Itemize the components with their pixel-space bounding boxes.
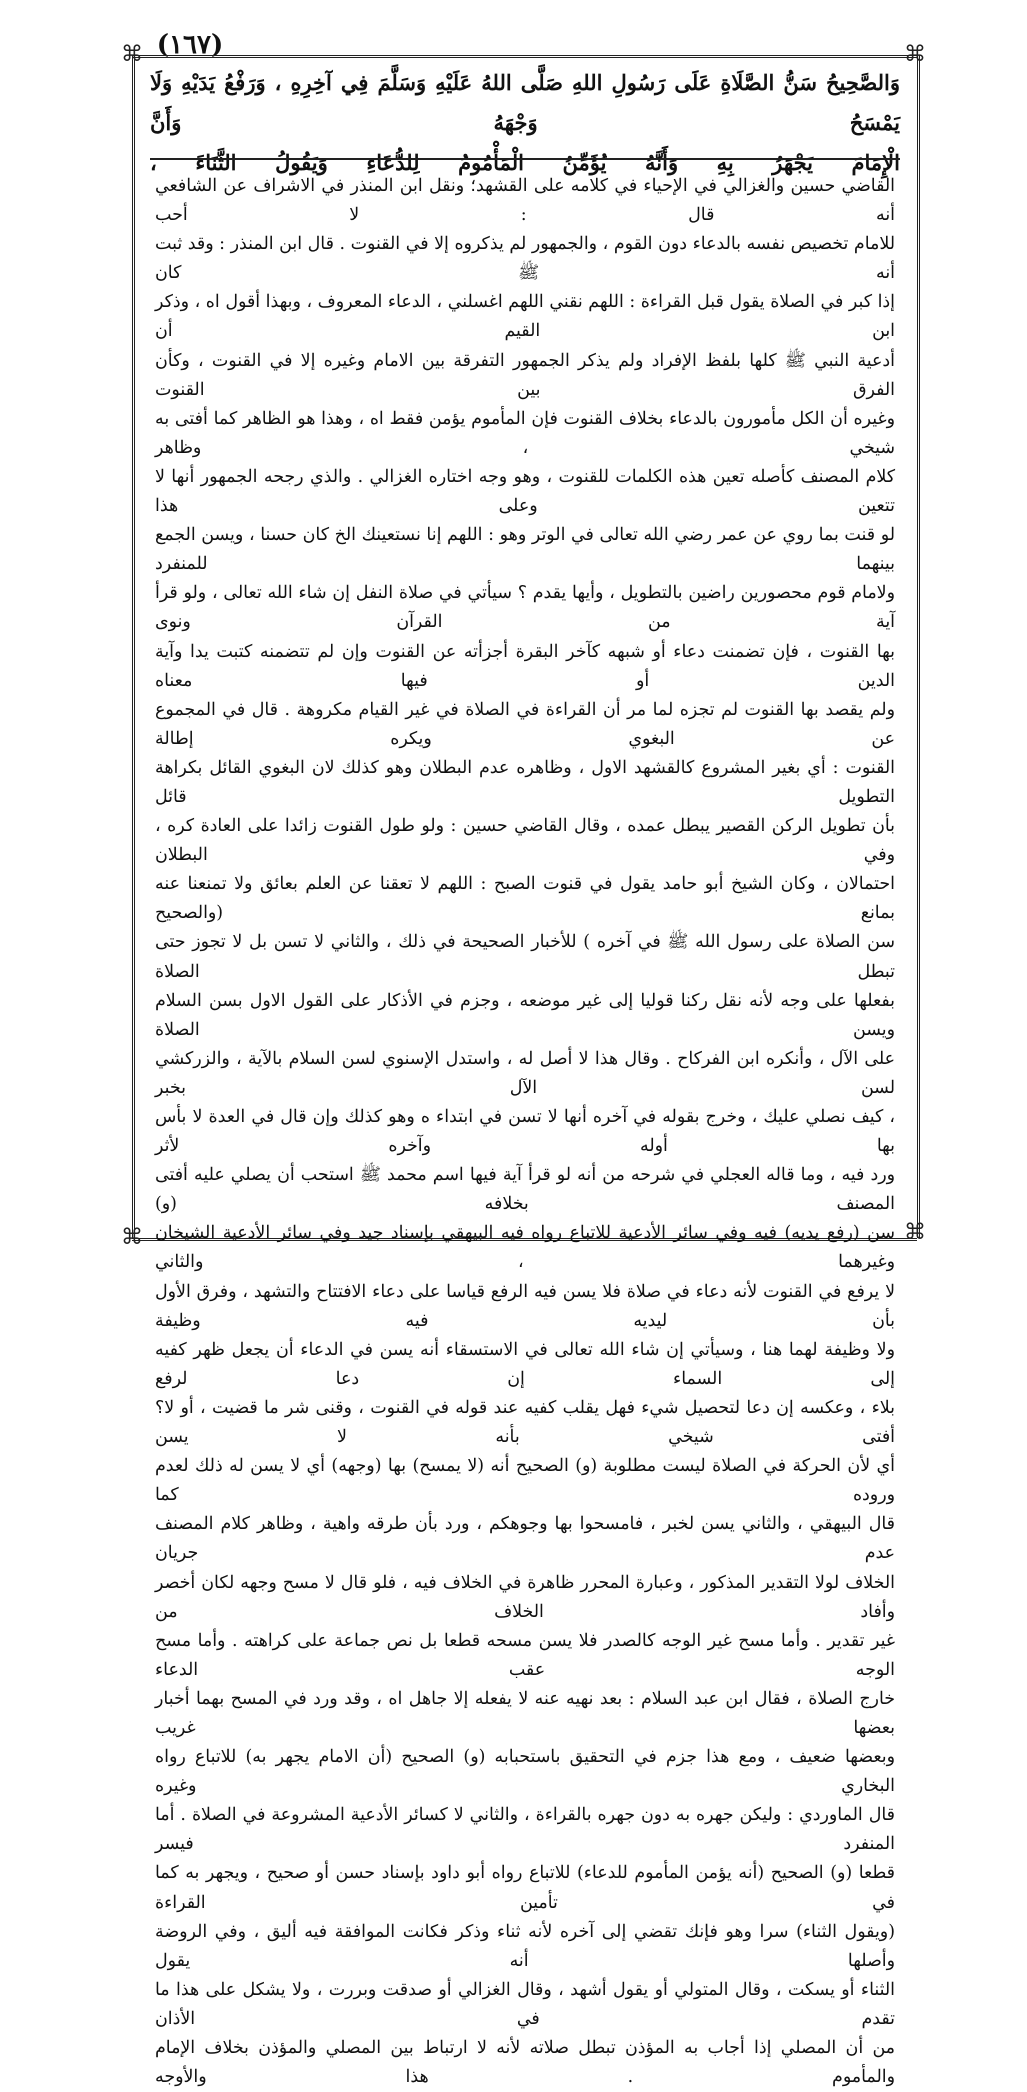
corner-ornament-icon: ⌘ bbox=[121, 42, 143, 67]
commentary-line: لا يرفع في القنوت لأنه دعاء في صلاة فلا يسن فيه الرفع قياسا على دعاء الافتتاح والتشهد ، وفرق الأول بأن ليديه فيه وظيفة bbox=[155, 1281, 895, 1331]
commentary-line: ولامام قوم محصورين راضين بالتطويل ، وأيها يقدم ؟ سيأتي في صلاة النفل إن شاء الله تعالى ، ولو قرأ آية من القرآن ونوى bbox=[155, 583, 895, 633]
commentary-line: قال البيهقي ، والثاني يسن لخبر ، فامسحوا بها وجوهكم ، ورد بأن طرقه واهية ، وظاهر كلام المصنف عدم جريان bbox=[155, 1514, 895, 1564]
commentary-line: بلاء ، وعكسه إن دعا لتحصيل شيء فهل يقلب كفيه عند قوله في القنوت ، وقنى شر ما قضيت ، أو لا؟ أفتى شيخي بأنه لا يسن bbox=[155, 1397, 895, 1448]
commentary-text bbox=[155, 172, 895, 2092]
commentary-line: وبعضها ضعيف ، ومع هذا جزم في التحقيق باستحبابه (و) الصحيح (أن الامام يجهر به) للاتباع رواه البخاري وغيره bbox=[155, 1747, 895, 1797]
commentary-line: لو قنت بما روي عن عمر رضي الله تعالى في الوتر وهو : اللهم إنا نستعينك الخ كان حسنا ، ويسن الجمع بينهما للمنفرد bbox=[155, 525, 895, 575]
commentary-line: الثناء أو يسكت ، وقال المتولي أو يقول أشهد ، وقال الغزالي أو صدقت وبررت ، ولا يشكل على هذا ما تقدم في الأذان bbox=[155, 1979, 895, 2029]
commentary-line: أدعية النبي ﷺ كلها بلفظ الإفراد ولم يذكر الجمهور التفرقة بين الامام وغيره إلا في القنوت ، وكأن الفرق بين القنوت bbox=[155, 350, 895, 400]
commentary-line: الخلاف لولا التقدير المذكور ، وعبارة المحرر ظاهرة في الخلاف فيه ، فلو قال لا مسح وجهه لكان أخصر وأفاد الخلاف من bbox=[155, 1572, 895, 1622]
commentary-line: القاضي حسين والغزالي في الإحياء في كلامه على القشهد؛ ونقل ابن المنذر في الاشراف عن الشافعي أنه قال : لا أحب bbox=[155, 176, 895, 226]
commentary-line: من أن المصلي إذا أجاب به المؤذن تبطل صلاته لأنه لا ارتباط بين المصلي والمؤذن بخلاف الإمام والمأموم . هذا والأوجه bbox=[155, 2038, 895, 2088]
corner-ornament-icon: ⌘ bbox=[121, 1225, 143, 1250]
commentary-line: قال الماوردي : وليكن جهره به دون جهره بالقراءة ، والثاني لا كسائر الأدعية المشروعة في الصلاة . أما المنفرد فيسر bbox=[155, 1805, 895, 1855]
text-divider bbox=[150, 158, 900, 160]
commentary-line: للامام تخصيص نفسه بالدعاء دون القوم ، والجمهور لم يذكروه إلا في القنوت . قال ابن المنذر : وقد ثبت أنه ﷺ كان bbox=[155, 234, 895, 284]
commentary-line: بأن تطويل الركن القصير يبطل عمده ، وقال القاضي حسين : ولو طول القنوت زائدا على العادة كره ، وفي البطلان bbox=[155, 816, 895, 866]
commentary-line: بها القنوت ، فإن تضمنت دعاء أو شبهه كآخر البقرة أجزأته عن القنوت وإن لم تتضمنه كتبت يدا وآية الدين أو فيها معناه bbox=[155, 641, 895, 691]
corner-ornament-icon: ⌘ bbox=[904, 42, 926, 67]
commentary-line: سن (رفع يديه) فيه وفي سائر الأدعية للاتباع رواه فيه البيهقي بإسناد جيد وفي سائر الأدعية الشيخان وغيرهما ، والثاني bbox=[155, 1223, 895, 1273]
commentary-line: إذا كبر في الصلاة يقول قبل القراءة : اللهم نقني اللهم اغسلني ، الدعاء المعروف ، وبهذا أقول اه ، وذكر ابن القيم أن bbox=[155, 292, 895, 342]
commentary-line: خارج الصلاة ، فقال ابن عبد السلام : بعد نهيه عنه لا يفعله إلا جاهل اه ، وقد ورد في المسح بهما أخبار بعضها غريب bbox=[155, 1688, 895, 1738]
commentary-line: وغيره أن الكل مأمورون بالدعاء بخلاف القنوت فإن المأموم يؤمن فقط اه ، وهذا هو الظاهر كما أفتى به شيخي ، وظاهر bbox=[155, 408, 895, 458]
commentary-line: كلام المصنف كأصله تعين هذه الكلمات للقنوت ، وهو وجه اختاره الغزالي . والذي رجحه الجمهور أنها لا تتعين وعلى هذا bbox=[155, 466, 895, 517]
commentary-line: ، كيف نصلي عليك ، وخرج بقوله في آخره أنها لا تسن في ابتداء ه وهو كذلك وإن قال في العدة لا بأس بها أوله وآخره لأثر bbox=[155, 1107, 895, 1157]
commentary-line: ورد فيه ، وما قاله العجلي في شرحه من أنه لو قرأ آية فيها اسم محمد ﷺ استحب أن يصلي عليه أفتى المصنف بخلافه (و) bbox=[155, 1165, 895, 1215]
commentary-line: غير تقدير . وأما مسح غير الوجه كالصدر فلا يسن مسحه قطعا بل نص جماعة على كراهته . وأما مسح الوجه عقب الدعاء bbox=[155, 1630, 895, 1680]
commentary-line: القنوت : أي بغير المشروع كالقشهد الاول ، وظاهره عدم البطلان وهو كذلك لان البغوي القائل بكراهة التطويل قائل bbox=[155, 757, 895, 807]
commentary-line: بفعلها على وجه لأنه نقل ركنا قوليا إلى غير موضعه ، وجزم في الأذكار على القول الاول بسن السلام ويسن الصلاة bbox=[155, 990, 895, 1040]
commentary-line: سن الصلاة على رسول الله ﷺ في آخره ) للأخبار الصحيحة في ذلك ، والثاني لا تسن بل لا تجوز حتى تبطل الصلاة bbox=[155, 932, 895, 982]
main-text-line: الْإِمَامَ يَجْهَرُ بِهِ وَأَنَّهُ يُؤَمِّنُ الْمَأْمُومُ لِلدُّعَاءِ وَيَقُولُ الثَّنَاءَ ، bbox=[150, 150, 900, 175]
corner-ornament-icon: ⌘ bbox=[904, 1220, 926, 1245]
commentary-line: على الآل ، وأنكره ابن الفركاح . وقال هذا لا أصل له ، واستدل الإسنوي لسن السلام بالآية ، والزركشي لسن الآل بخبر bbox=[155, 1048, 895, 1098]
commentary-line: ولم يقصد بها القنوت لم تجزه لما مر أن القراءة في الصلاة في غير القيام مكروهة . قال في المجموع عن البغوي ويكره إطالة bbox=[155, 699, 895, 749]
commentary-line: أي لأن الحركة في الصلاة ليست مطلوبة (و) الصحيح أنه (لا يمسح) بها (وجهه) أي لا يسن له ذلك لعدم وروده كما bbox=[155, 1456, 895, 1506]
commentary-line: (ويقول الثناء) سرا وهو فإنك تقضي إلى آخره لأنه ثناء وذكر فكانت الموافقة فيه أليق ، وفي الروضة وأصلها أنه يقول bbox=[155, 1921, 895, 1971]
page-number: (١٦٧) bbox=[156, 30, 224, 60]
top-border-rule bbox=[132, 55, 917, 58]
main-text-line: وَالصَّحِيحُ سَنُّ الصَّلَاةِ عَلَى رَسُولِ اللهِ صَلَّى اللهُ عَلَيْهِ وَسَلَّمَ فِي آخِرِهِ ، وَرَفْعُ يَدَيْهِ وَلَا يَمْسَحُ وَجْهَهُ وَأَنَّ bbox=[150, 70, 900, 135]
commentary-line: احتمالان ، وكان الشيخ أبو حامد يقول في قنوت الصبح : اللهم لا تعقنا عن العلم بعائق ولا تمنعنا عنه بمانع (والصحيح bbox=[155, 874, 895, 924]
commentary-line: قطعا (و) الصحيح (أنه يؤمن المأموم للدعاء) للاتباع رواه أبو داود بإسناد حسن أو صحيح ، ويجهر به كما في تأمين القراءة bbox=[155, 1863, 895, 1913]
commentary-line: ولا وظيفة لهما هنا ، وسيأتي إن شاء الله تعالى في الاستسقاء أنه يسن في الدعاء أن يجعل ظهر كفيه إلى السماء إن دعا لرفع bbox=[155, 1339, 895, 1389]
main-text bbox=[150, 63, 900, 183]
